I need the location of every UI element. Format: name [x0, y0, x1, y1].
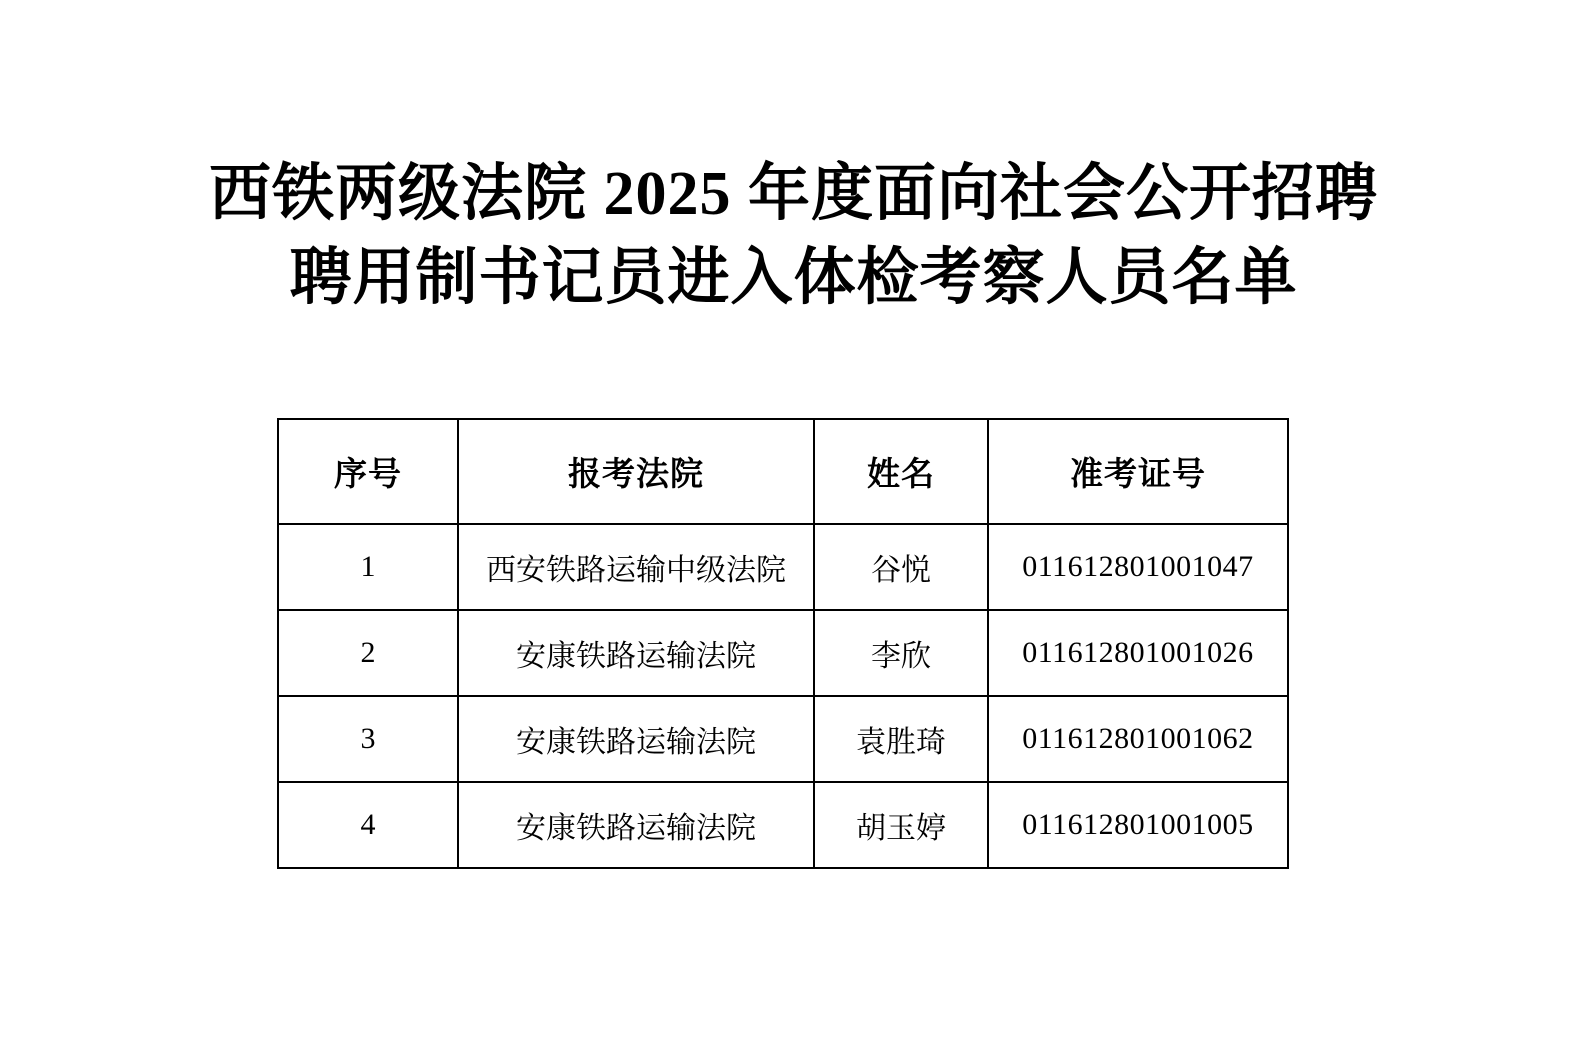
- page-title-line2: 聘用制书记员进入体检考察人员名单: [289, 244, 1298, 312]
- cell-ticket: 011612801001026: [988, 610, 1288, 696]
- table-row: [278, 524, 1288, 610]
- cell-court: 安康铁路运输法院: [458, 696, 814, 782]
- cell-name: 谷悦: [814, 524, 988, 610]
- cell-ticket: 011612801001062: [988, 696, 1288, 782]
- col-header-ticket: 准考证号: [988, 419, 1288, 524]
- cell-index: 3: [278, 696, 458, 782]
- cell-index: 4: [278, 782, 458, 868]
- cell-ticket: 011612801001005: [988, 782, 1288, 868]
- table-row: [278, 782, 1288, 868]
- cell-court: 安康铁路运输法院: [458, 782, 814, 868]
- col-header-court: 报考法院: [458, 419, 814, 524]
- table-header-row: [278, 419, 1288, 524]
- page-title: [0, 152, 1587, 320]
- cell-ticket: 011612801001047: [988, 524, 1288, 610]
- page-title-line1: 西铁两级法院 2025 年度面向社会公开招聘: [208, 160, 1378, 228]
- cell-index: 2: [278, 610, 458, 696]
- candidates-table: [277, 418, 1289, 869]
- cell-court: 安康铁路运输法院: [458, 610, 814, 696]
- col-header-index: 序号: [278, 419, 458, 524]
- table-row: [278, 610, 1288, 696]
- cell-index: 1: [278, 524, 458, 610]
- cell-name: 胡玉婷: [814, 782, 988, 868]
- cell-court: 西安铁路运输中级法院: [458, 524, 814, 610]
- cell-name: 袁胜琦: [814, 696, 988, 782]
- cell-name: 李欣: [814, 610, 988, 696]
- table-row: [278, 696, 1288, 782]
- col-header-name: 姓名: [814, 419, 988, 524]
